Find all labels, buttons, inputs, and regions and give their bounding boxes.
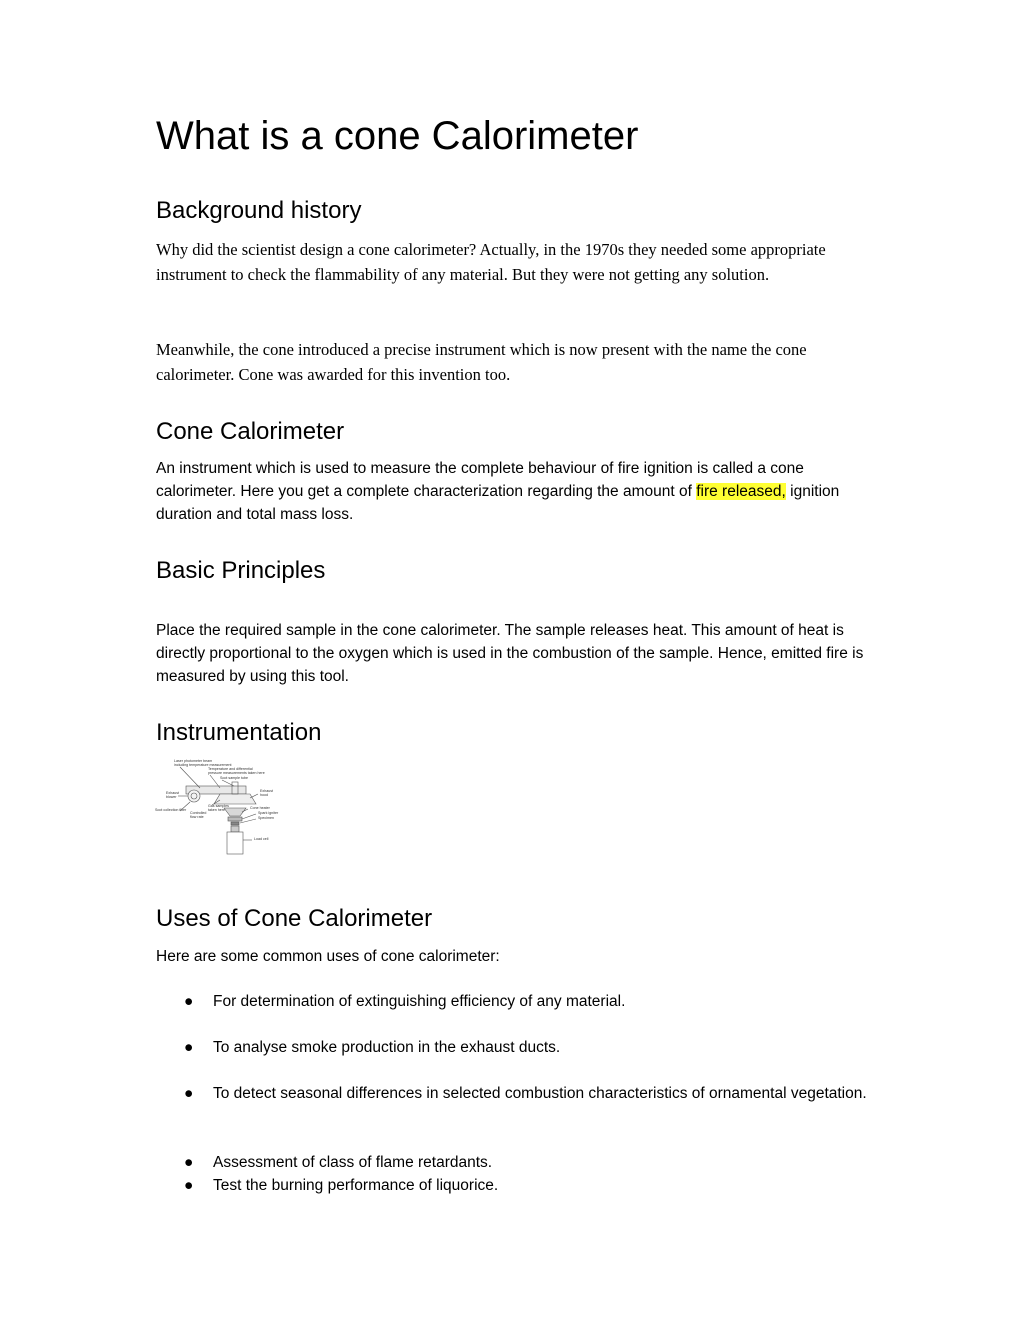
label-specimen: Specimen: [258, 816, 274, 820]
heading-cone-calorimeter: Cone Calorimeter: [156, 418, 345, 445]
uses-list-d: [156, 1151, 868, 1197]
label-temp: Temperature and differential: [208, 767, 253, 771]
paragraph-background-2: Meanwhile, the cone introduced a precise instrument which is now present with the name the cone calorimeter. Cone was awarded for this invention too.: [156, 340, 807, 384]
list-item: ● Test the burning performance of liquorice.: [156, 1174, 868, 1197]
uses-list-c: [156, 1082, 868, 1105]
paragraph-uses-intro: Here are some common uses of cone calorimeter:: [156, 948, 500, 965]
label-gas-samples: Gas samples: [208, 804, 229, 808]
uses-list-a: [156, 990, 868, 1013]
cone-text-after: ignition duration and total mass loss.: [156, 483, 840, 523]
heading-background-history: Background history: [156, 197, 362, 224]
bullet-icon: ●: [184, 993, 194, 1010]
list-item: ● To detect seasonal differences in selected combustion characteristics of ornamental vegetation.: [156, 1082, 868, 1105]
cone-calorimeter-diagram: [150, 756, 280, 856]
list-item: ● Assessment of class of flame retardants.: [156, 1151, 868, 1174]
list-item: ● For determination of extinguishing efficiency of any material.: [156, 990, 868, 1013]
bullet-icon: ●: [184, 1085, 194, 1102]
label-exhaust-blower-2: blower: [166, 795, 177, 799]
label-controlled-2: flow rate: [190, 815, 204, 819]
list-item: ● To analyse smoke production in the exhaust ducts.: [156, 1036, 868, 1059]
uses-list-b: [156, 1036, 868, 1059]
label-exhaust-hood: Exhaust: [260, 789, 273, 793]
label-temp-2: pressure measurements taken here: [208, 771, 265, 775]
label-soot-tube: Soot sample tube: [220, 776, 248, 780]
bullet-icon: ●: [184, 1154, 194, 1171]
label-laser: Laser photometer beam: [174, 759, 213, 763]
paragraph-background-1: Why did the scientist design a cone calorimeter? Actually, in the 1970s they needed some appropriate instrument to check the flammability of any material. But they were not getting any solution.: [156, 240, 826, 284]
paragraph-cone-calorimeter: [156, 457, 868, 526]
label-exhaust-hood-2: hood: [260, 793, 268, 797]
cone-text-before: An instrument which is used to measure the complete behaviour of fire ignition is called a cone calorimeter. Here you get a complete characterization regarding the amount of: [156, 460, 804, 500]
label-exhaust-blower: Exhaust: [166, 791, 179, 795]
bullet-icon: ●: [184, 1039, 194, 1056]
label-laser-2: including temperature measurement: [174, 763, 232, 767]
heading-basic-principles: Basic Principles: [156, 557, 326, 584]
label-load-cell: Load cell: [254, 837, 269, 841]
label-controlled: Controlled: [190, 811, 207, 815]
label-soot-filter: Soot collection filter: [155, 808, 187, 812]
label-cone-heater: Cone heater: [250, 806, 270, 810]
heading-uses: Uses of Cone Calorimeter: [156, 905, 433, 932]
bullet-icon: ●: [184, 1177, 194, 1194]
page-title: What is a cone Calorimeter: [156, 114, 639, 158]
label-spark: Spark igniter: [258, 811, 279, 815]
label-gas-samples-2: taken here: [208, 808, 225, 812]
heading-instrumentation: Instrumentation: [156, 719, 322, 746]
highlighted-text: fire released,: [696, 483, 786, 500]
paragraph-basic-principles: Place the required sample in the cone calorimeter. The sample releases heat. This amount of heat is directly proportional to the oxygen which is used in the combustion of the sample. Hence, emitted fire is measured by using this tool.: [156, 622, 864, 685]
